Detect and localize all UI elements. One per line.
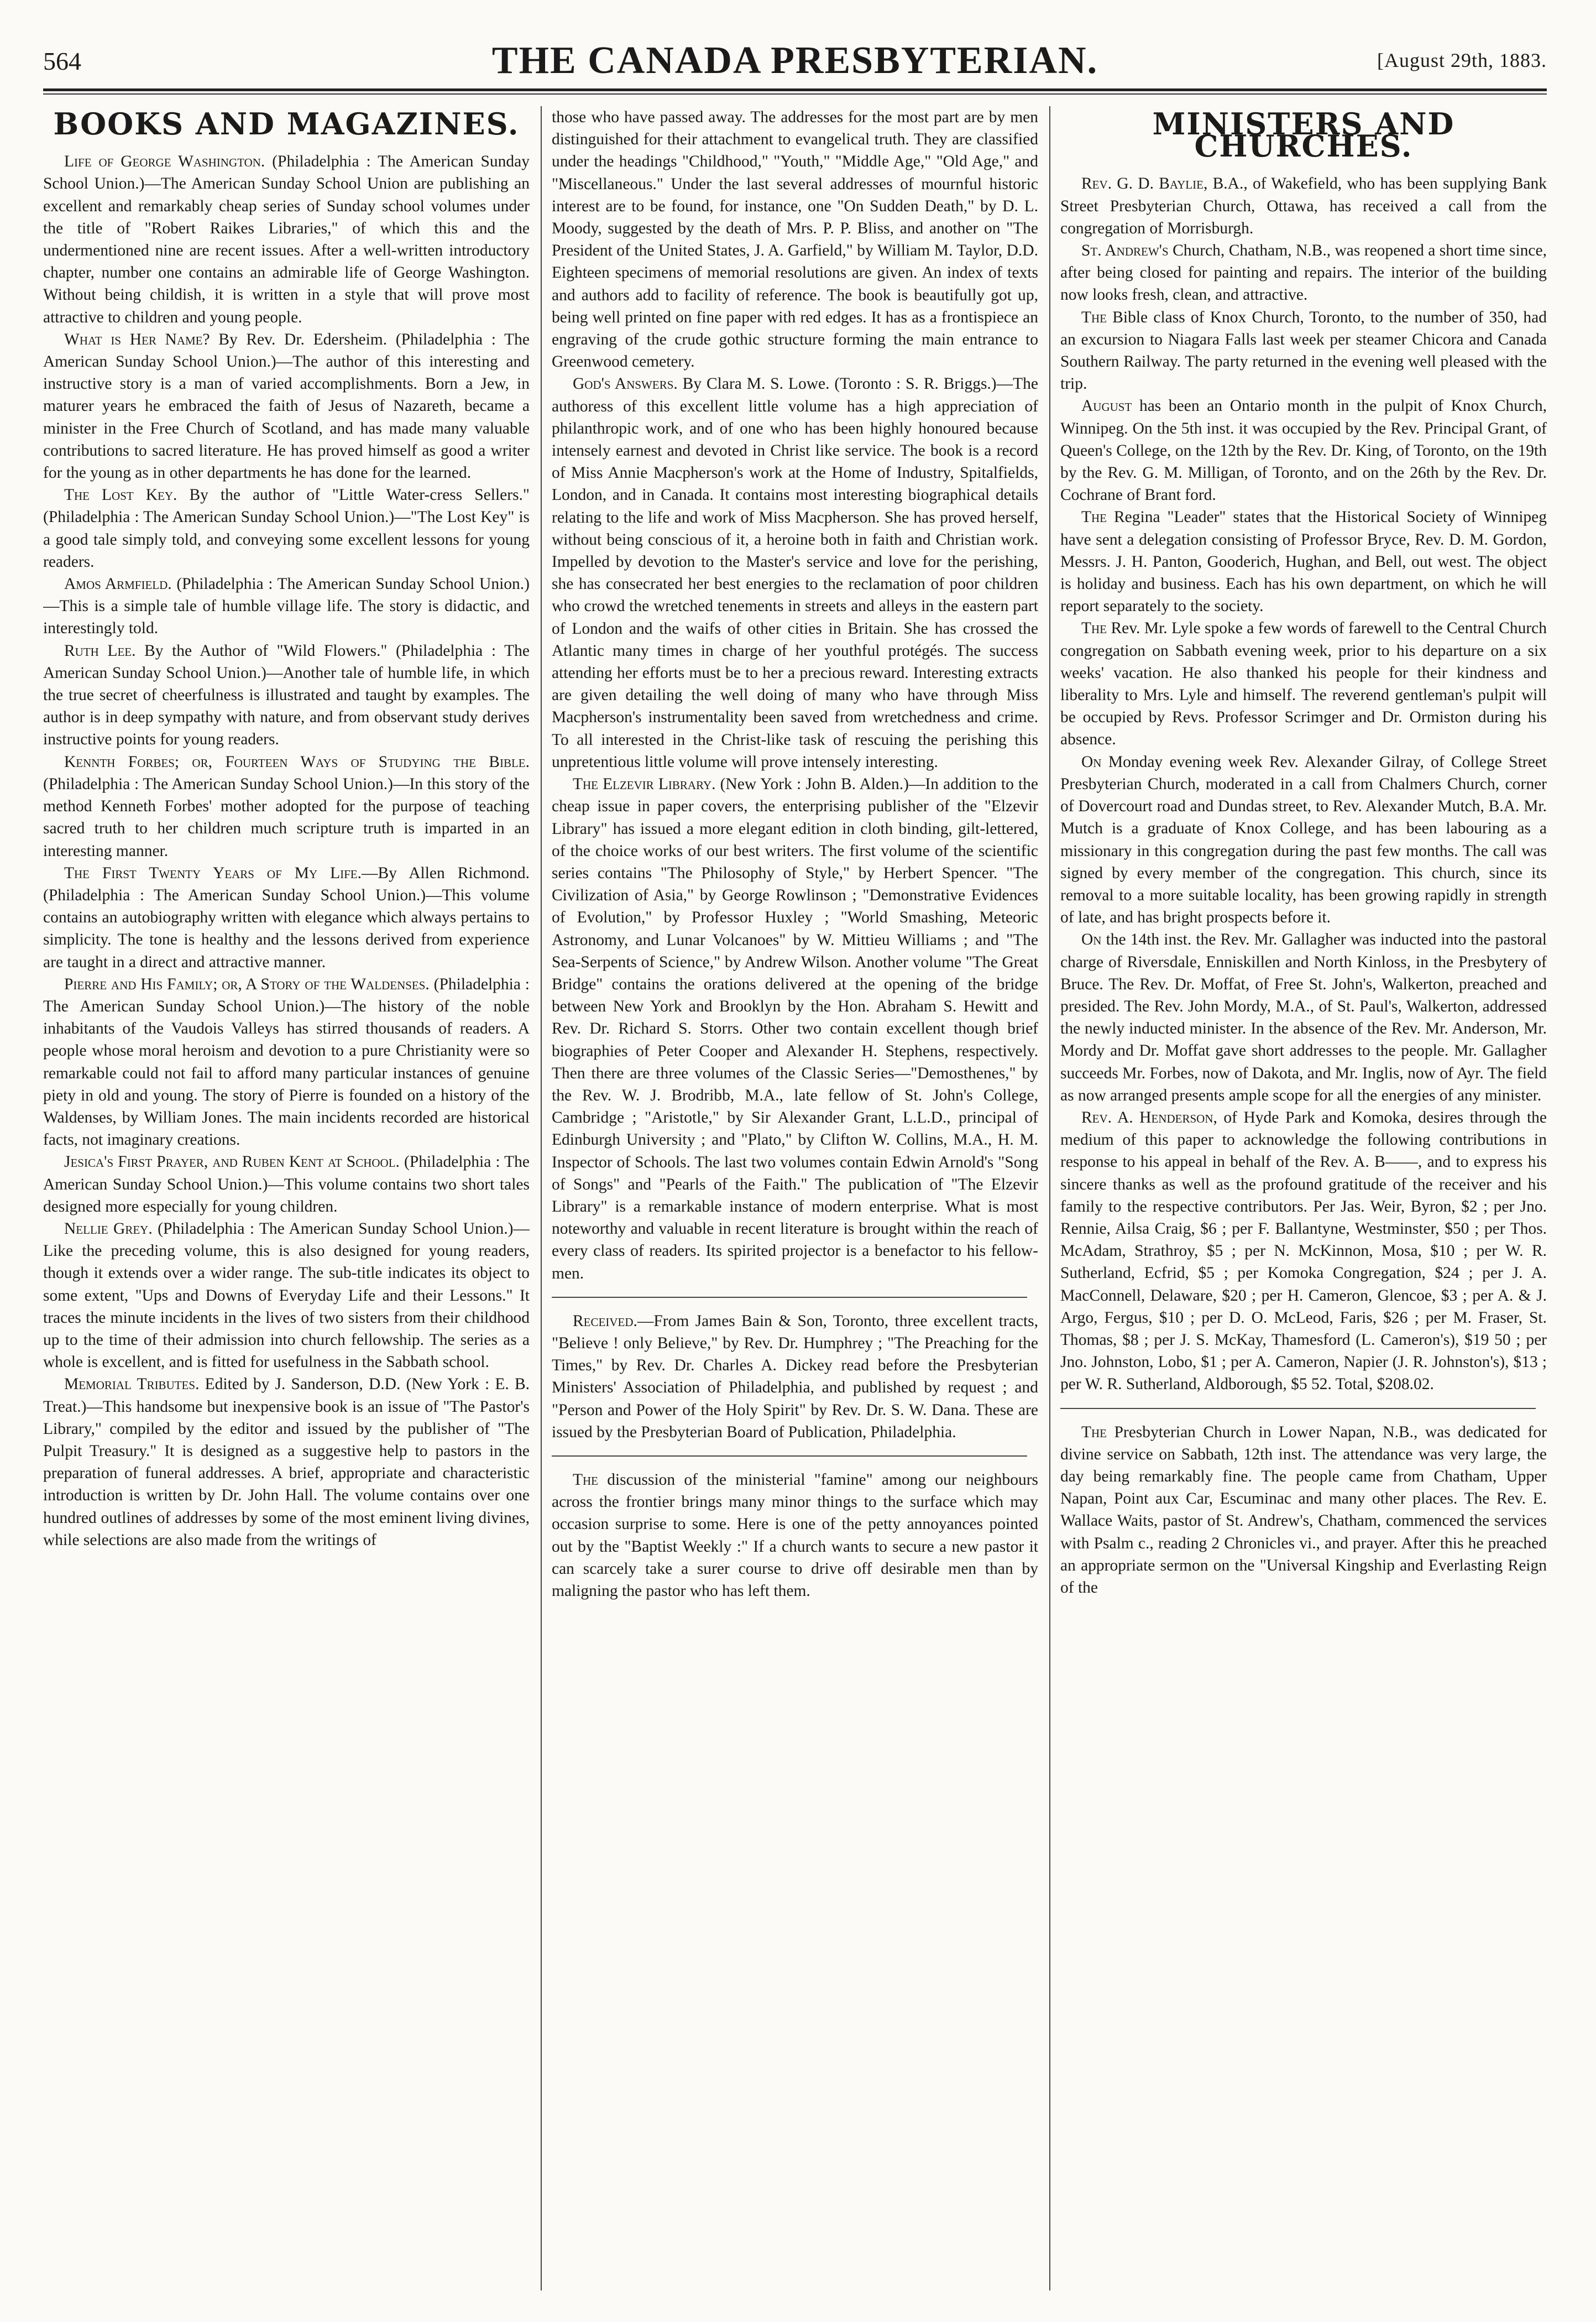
article-lead: The Lost Key. bbox=[64, 486, 177, 504]
article-text: —By Allen Richmond. (Philadelphia : The American Sunday School Union.)—This volume contains an autobiography written with elegance which always pertains to simplicity. The tone is healthy and the lessons derived from experience are taught in a direct and attractive manner. bbox=[43, 864, 530, 971]
article-lead: God's Answers. bbox=[573, 375, 678, 393]
article-paragraph bbox=[1060, 395, 1547, 506]
article-lead: The bbox=[1081, 308, 1107, 326]
article-text: By the Author of "Wild Flowers." (Philadelphia : The American Sunday School Union.)—Another tale of humble life, in which the true secret of cheerfulness is illustrated and taught by examples. The author is in deep sympathy with nature, and from observant study derives instructive points for young readers. bbox=[43, 641, 530, 749]
article-lead: Life of George Washington. bbox=[64, 153, 265, 171]
article-paragraph bbox=[1060, 239, 1547, 306]
article-paragraph bbox=[552, 1310, 1038, 1443]
article-paragraph bbox=[43, 573, 530, 640]
article-lead: The bbox=[1081, 1423, 1107, 1441]
column-reviews-continued bbox=[552, 106, 1038, 2290]
column-3-articles bbox=[1060, 173, 1547, 1599]
article-lead: August bbox=[1081, 397, 1132, 415]
article-paragraph bbox=[1060, 1107, 1547, 1396]
article-paragraph bbox=[43, 484, 530, 573]
article-text: (Philadelphia : The American Sunday School Union.)—The history of the noble inhabitants of the Vaudois Valleys has stirred thousands of readers. A people whose moral heroism and devotion to a pure Christianity were so remarkable could not fail to afford many particular instances of genuine piety in old and young. The story of Pierre is founded on a history of the Waldenses, by William Jones. The main incidents recorded are historical facts, not imaginary creations. bbox=[43, 975, 530, 1149]
article-paragraph bbox=[1060, 617, 1547, 750]
article-paragraph bbox=[1060, 1421, 1547, 1599]
article-text: Presbyterian Church in Lower Napan, N.B., was dedicated for divine service on Sabbath, 12th inst. The attendance was very large, the day being remarkably fine. The people came from Chatham, Upper Napan, Point aux Car, Escuminac and many other places. The Rev. E. Wallace Waits, pastor of St. Andrew's, Chatham, commenced the services with Psalm c., reading 2 Chronicles vi., and prayer. After this he preached an appropriate sermon on the "Universal Kingship and Everlasting Reign of the bbox=[1060, 1423, 1547, 1596]
article-paragraph bbox=[43, 150, 530, 328]
article-lead: On bbox=[1081, 931, 1102, 949]
article-text: By Clara M. S. Lowe. (Toronto : S. R. Briggs.)—The authoress of this excellent little volume has a high appreciation of philanthropic work, and of one who has been highly honoured because intensely earnest and devoted in Christ like service. The book is a record of Miss Annie Macpherson's work at the Home of Industry, Spitalfields, London, and in Canada. It contains most interesting biographical details relating to the life and work of Miss Macpherson. She has proved herself, without being conscious of it, a heroine both in faith and Christian work. Impelled by devotion to the Master's service and love for the perishing, she has consecrated her best energies to the reclamation of poor children who crowd the wretched tenements in streets and alleys in the eastern part of London and the waifs of other cities in Britain. She has crossed the Atlantic many times in charge of her youthful protégés. The success attending her efforts must be to her a precious reward. Interesting extracts are given detailing the well doing of many who have through Miss Macpherson's instrumentality been saved from wretchedness and crime. To all interested in the Christ-like task of rescuing the perishing this unpretentious little volume will prove intensely interesting. bbox=[552, 375, 1038, 771]
article-lead: St. Andrew's bbox=[1081, 242, 1169, 260]
column-divider bbox=[541, 106, 542, 2290]
article-lead: Ruth Lee. bbox=[64, 641, 136, 660]
newspaper-page bbox=[43, 23, 1547, 2296]
column-2-articles bbox=[552, 106, 1038, 1602]
article-lead: Jesica's First Prayer, and Ruben Kent at School. bbox=[64, 1153, 400, 1171]
article-paragraph bbox=[43, 1218, 530, 1373]
article-paragraph bbox=[552, 106, 1038, 373]
column-divider bbox=[1049, 106, 1050, 2290]
article-text: B.A., of Wakefield, who has been supplying Bank Street Presbyterian Church, Ottawa, has received a call from the congregation of Morrisburgh. bbox=[1060, 175, 1547, 237]
article-divider bbox=[1060, 1408, 1536, 1409]
article-text: Monday evening week Rev. Alexander Gilray, of College Street Presbyterian Church, moderated in a call from Chalmers Church, corner of Dovercourt road and Dundas street, to Rev. Alexander Mutch, B.A. Mr. Mutch is a graduate of Knox College, and has been labouring as a missionary in this congregation during the past few months. The call was signed by every member of the congregation. This church, since its removal to a more suitable locality, has been growing rapidly in strength of late, and has bright prospects before it. bbox=[1060, 753, 1547, 927]
article-lead: Amos Armfield. bbox=[64, 575, 172, 593]
article-paragraph bbox=[43, 751, 530, 862]
article-lead: Pierre and His Family; or, A Story of the Waldenses. bbox=[64, 975, 430, 993]
column-ministers bbox=[1060, 106, 1547, 2290]
article-paragraph bbox=[1060, 928, 1547, 1107]
article-lead: The First Twenty Years of My Life. bbox=[64, 864, 362, 882]
article-text: (Philadelphia : The American Sunday School Union.)—Like the preceding volume, this is also designed for young readers, though it extends over a wider range. The sub-title indicates its object to some extent, "Ups and Downs of Everyday Life and their Lessons." It traces the minute incidents in the lives of two sisters from their childhood up to the time of their admission into church fellowship. The series as a whole is excellent, and is fitted for usefulness in the Sabbath school. bbox=[43, 1219, 530, 1371]
article-lead: Memorial Tributes. bbox=[64, 1375, 200, 1394]
article-lead: Rev. A. Henderson, bbox=[1081, 1108, 1217, 1126]
article-text: discussion of the ministerial "famine" among our neighbours across the frontier brings many minor things to the surface which may occasion surprise to some. Here is one of the petty annoyances pointed out by the "Baptist Weekly :" If a church wants to secure a new pastor it can scarcely take a surer course to drive off desirable men than by maligning the pastor who has left them. bbox=[552, 1470, 1038, 1600]
article-lead: The bbox=[573, 1470, 599, 1489]
article-divider bbox=[552, 1297, 1027, 1298]
article-text: those who have passed away. The addresses for the most part are by men distinguished for their attachment to evangelical truth. They are classified under the headings "Childhood," "Youth," "Middle Age," "Old Age," and "Miscellaneous." Under the last several addresses of mournful historic interest are to be found, for instance, one "On Sudden Death," by D. L. Moody, suggested by the death of Mrs. P. P. Bliss, and another on "The President of the United States, J. A. Garfield," by William M. Taylor, D.D. Eighteen specimens of memorial resolutions are given. An index of texts and authors add to facility of reference. The book is beautifully got up, being well printed on fine paper with red edges. It has as a frontispiece an engraving of the crude gothic structure forming the main entrance to Greenwood cemetery. bbox=[552, 108, 1038, 371]
page-number: 564 bbox=[43, 47, 81, 75]
masthead-rule bbox=[43, 88, 1547, 91]
newspaper-title: THE CANADA PRESBYTERIAN. bbox=[491, 39, 1098, 82]
article-text: By the author of "Little Water-cress Sellers." (Philadelphia : The American Sunday School Union.)—"The Lost Key" is a good tale simply told, and conveying some excellent lessons for young readers. bbox=[43, 486, 530, 571]
article-text: (Philadelphia : The American Sunday School Union.)—The American Sunday School Union are publishing an excellent and remarkably cheap series of Sunday school volumes under the title of "Robert Raikes Libraries," of which this and the undermentioned nine are recent issues. After a well-written introductory chapter, number one contains an admirable life of George Washington. Without being childish, it is written in a style that will prove most attractive to children and young people. bbox=[43, 153, 530, 326]
article-text: Rev. Mr. Lyle spoke a few words of farewell to the Central Church congregation on Sabbath evening week, prior to his departure on a six weeks' vacation. He also thanked his people for their kindness and liberality to Mrs. Lyle and himself. The reverend gentleman's pulpit will be occupied by Revs. Professor Scrimger and Dr. Ormiston during his absence. bbox=[1060, 619, 1547, 749]
article-text: (Philadelphia : The American Sunday School Union.)—This volume contains two short tales designed more especially for young children. bbox=[43, 1153, 530, 1215]
article-paragraph bbox=[43, 640, 530, 751]
article-paragraph bbox=[43, 1373, 530, 1551]
article-lead: Received. bbox=[573, 1312, 637, 1330]
column-books bbox=[43, 106, 530, 2290]
article-paragraph bbox=[43, 862, 530, 973]
masthead-rule-thin bbox=[43, 93, 1547, 95]
article-text: Bible class of Knox Church, Toronto, to the number of 350, had an excursion to Niagara Falls last week per steamer Chicora and Canada Southern Railway. The party returned in the evening well pleased with the trip. bbox=[1060, 308, 1547, 393]
article-lead: What is Her Name? bbox=[64, 330, 210, 348]
article-text: (Philadelphia : The American Sunday School Union.)—In this story of the method Kenneth Forbes' mother adopted for the purpose of teaching sacred truth to her children much scripture truth is imparted in an interesting manner. bbox=[43, 775, 530, 860]
article-paragraph bbox=[552, 373, 1038, 773]
column-1-articles bbox=[43, 150, 530, 1551]
article-paragraph bbox=[43, 328, 530, 484]
article-paragraph bbox=[43, 1151, 530, 1218]
masthead bbox=[43, 23, 1547, 90]
article-paragraph bbox=[552, 773, 1038, 1285]
article-text: of Hyde Park and Komoka, desires through the medium of this paper to acknowledge the following contributions in response to his appeal in behalf of the Rev. A. B——, and to express his sincere thanks as well as the profound gratitude of the receiver and his family to the respective contributors. Per Jas. Weir, Byron, $2 ; per Jno. Rennie, Ailsa Craig, $6 ; per F. Ballantyne, Westminster, $50 ; per Thos. McAdam, Strathroy, $5 ; per N. McKinnon, Mosa, $10 ; per W. R. Sutherland, Ecfrid, $5 ; per Komoka Congregation, $24 ; per J. A. MacConnell, Delaware, $20 ; per H. Cameron, Glencoe, $3 ; per A. & J. Argo, Fergus, $10 ; per D. O. McLeod, Faris, $26 ; per M. Fraser, St. Thomas, $8 ; per J. S. McKay, Thamesford (L. Cameron's), $19 50 ; per Jno. Johnston, Lobo, $1 ; per A. Cameron, Napier (J. R. Johnston's), $13 ; per W. R. Sutherland, Aldborough, $5 52. Total, $208.02. bbox=[1060, 1108, 1547, 1394]
books-and-magazines-heading: BOOKS AND MAGAZINES. bbox=[53, 106, 520, 142]
article-lead: The bbox=[1081, 619, 1107, 638]
article-paragraph bbox=[552, 1469, 1038, 1602]
article-text: —From James Bain & Son, Toronto, three excellent tracts, "Believe ! only Believe," by Rev. Dr. Humphrey ; "The Preaching for the Times," by Rev. Dr. Charles A. Dickey read before the Presbyterian Ministers' Association of Philadelphia, and published by request ; and "Person and Power of the Holy Spirit" by Rev. Dr. S. W. Dana. These are issued by the Presbyterian Board of Publication, Philadelphia. bbox=[552, 1312, 1038, 1441]
article-lead: Rev. G. D. Baylie, bbox=[1081, 175, 1208, 193]
article-paragraph bbox=[1060, 751, 1547, 929]
issue-date: [August 29th, 1883. bbox=[1377, 49, 1547, 71]
article-paragraph bbox=[1060, 173, 1547, 239]
article-lead: The bbox=[1081, 508, 1107, 526]
article-text: (Philadelphia : The American Sunday School Union.)—This is a simple tale of humble village life. The story is didactic, and interestingly told. bbox=[43, 575, 530, 638]
article-lead: The Elzevir Library. bbox=[573, 775, 716, 794]
article-text: By Rev. Dr. Edersheim. (Philadelphia : The American Sunday School Union.)—The author of this interesting and instructive story is a man of varied accomplishments. Born a Jew, in maturer years he embraced the faith of Jesus of Nazareth, became a minister in the Free Church of Scotland, and has made many valuable contributions to sacred literature. He has proved himself as good a writer for the young as in other departments he has done for the learned. bbox=[43, 330, 530, 482]
article-lead: Nellie Grey. bbox=[64, 1219, 153, 1238]
article-lead: On bbox=[1081, 753, 1102, 771]
article-paragraph bbox=[1060, 306, 1547, 395]
article-text: Edited by J. Sanderson, D.D. (New York : E. B. Treat.)—This handsome but inexpensive book is an issue of "The Pastor's Library," compiled by the editor and issued by the publisher of "The Pulpit Treasury." It is designed as a suggestive help to pastors in the preparation of funeral addresses. A brief, appropriate and characteristic introduction is written by Dr. John Hall. The volume contains over one hundred outlines of addresses by some of the most eminent living divines, while selections are also made from the writings of bbox=[43, 1375, 530, 1549]
article-paragraph bbox=[1060, 506, 1547, 617]
article-text: has been an Ontario month in the pulpit of Knox Church, Winnipeg. On the 5th inst. it was occupied by the Rev. Principal Grant, of Queen's College, on the 12th by the Rev. Dr. King, of Toronto, on the 19th by the Rev. G. M. Milligan, of Toronto, and on the 26th by the Rev. Dr. Cochrane of Brant ford. bbox=[1060, 397, 1547, 504]
article-divider bbox=[552, 1455, 1027, 1457]
article-text: the 14th inst. the Rev. Mr. Gallagher was inducted into the pastoral charge of Riversdale, Enniskillen and North Kinloss, in the Presbytery of Bruce. The Rev. Dr. Moffat, of Free St. John's, Walkerton, preached and presided. The Rev. John Mordy, M.A., of St. Paul's, Walkerton, addressed the newly inducted minister. In the absence of the Rev. Mr. Anderson, Mr. Mordy and Dr. Moffat gave short addresses to the people. Mr. Gallagher succeeds Mr. Forbes, now of Dakota, and Mr. Inglis, now of Ayr. The field as now arranged presents ample scope for all the energies of any minister. bbox=[1060, 931, 1547, 1104]
article-paragraph bbox=[43, 973, 530, 1151]
ministers-and-churches-heading: MINISTERS AND CHURCHES. bbox=[1152, 106, 1455, 164]
article-text: Regina "Leader" states that the Historical Society of Winnipeg have sent a delegation consisting of Professor Bryce, Rev. D. M. Gordon, Messrs. J. H. Panton, Gooderich, Hughan, and Bell, out west. The object is holiday and business. Each has his own department, on which he will report separately to the society. bbox=[1060, 508, 1547, 615]
article-text: (New York : John B. Alden.)—In addition to the cheap issue in paper covers, the enterprising publisher of the "Elzevir Library" has issued a more elegant edition in cloth binding, gilt-lettered, of the choice works of our best writers. The first volume of the scientific series contains "The Philosophy of Style," by Herbert Spencer. "The Civilization of Asia," by George Rowlinson ; "Demonstrative Evidences of Evolution," by Professor Huxley ; "World Smashing, Meteoric Astronomy, and Lunar Volcanoes" by W. Mittieu Williams ; and "The Sea-Serpents of Science," by Andrew Wilson. Another volume "The Great Bridge" contains the orations delivered at the opening of the bridge between New York and Brooklyn by the Hon. Abraham S. Hewitt and Rev. Dr. Richard S. Storrs. Other two contain excellent though brief biographies of Peter Cooper and Alexander H. Stephens, respectively. Then there are three volumes of the Classic Series—"Demosthenes," by the Rev. W. J. Brodribb, M.A., late fellow of St. John's College, Cambridge ; "Aristotle," by Sir Alexander Grant, L.L.D., principal of Edinburgh University ; and "Plato," by Clifton W. Collins, M.A., H. M. Inspector of Schools. The last two volumes contain Edwin Arnold's "Song of Songs" and "Pearls of the Faith." The publication of "The Elzevir Library" is a remarkable instance of modern enterprise. What is most noteworthy and valuable in recent literature is brought within the reach of every class of readers. Its spirited projector is a benefactor to his fellow-men. bbox=[552, 775, 1038, 1282]
article-text: Church, Chatham, N.B., was reopened a short time since, after being closed for painting and repairs. The interior of the building now looks fresh, clean, and attractive. bbox=[1060, 242, 1547, 304]
article-lead: Kennth Forbes; or, Fourteen Ways of Studying the Bible. bbox=[64, 753, 530, 771]
